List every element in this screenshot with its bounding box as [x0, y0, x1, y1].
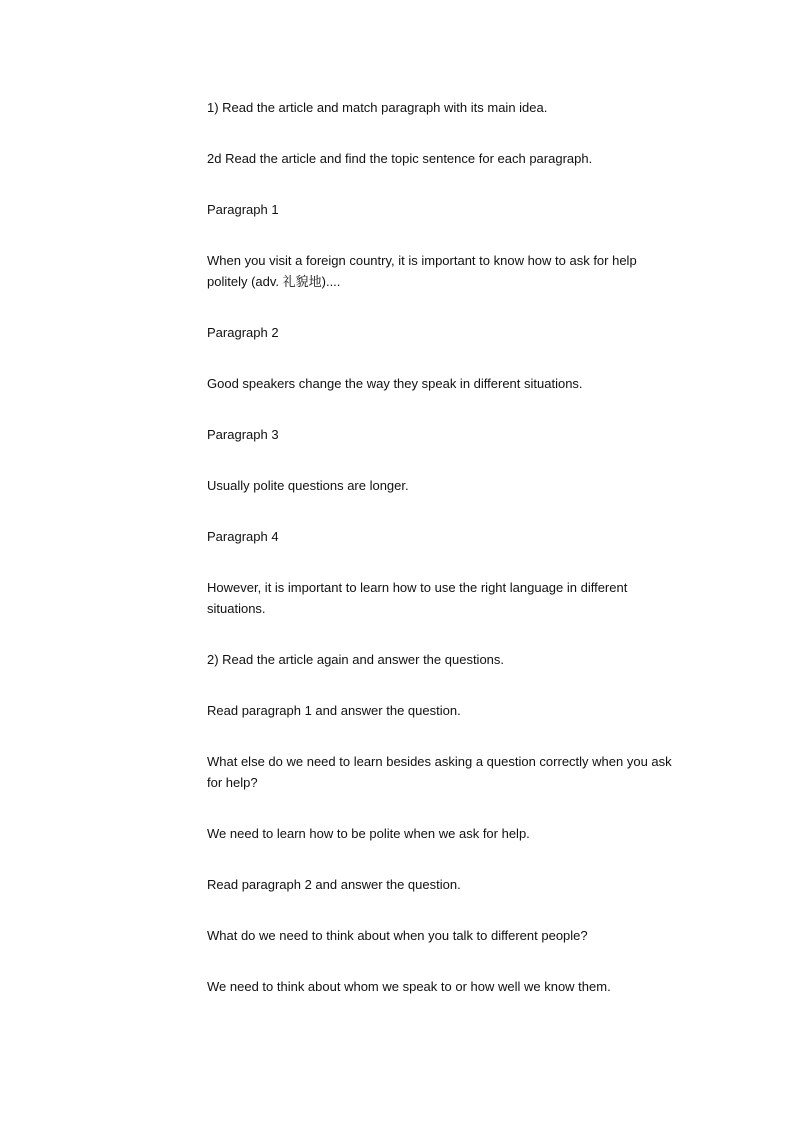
paragraph-2-label: Paragraph 2: [207, 325, 279, 340]
paragraph-3-topic-sentence: Usually polite questions are longer.: [207, 478, 409, 493]
answer-1: We need to learn how to be polite when we ask for help.: [207, 826, 530, 841]
task-1-heading: 1) Read the article and match paragraph with its main idea.: [207, 100, 548, 115]
paragraph-1-instruction: Read paragraph 1 and answer the question.: [207, 703, 461, 718]
question-2: What do we need to think about when you talk to different people?: [207, 928, 588, 943]
paragraph-2-instruction: Read paragraph 2 and answer the question.: [207, 877, 461, 892]
task-2-heading: 2) Read the article again and answer the questions.: [207, 652, 505, 667]
task-2d-heading: 2d Read the article and find the topic sentence for each paragraph.: [207, 151, 593, 166]
paragraph-4-topic-sentence: However, it is important to learn how to use the right language in different situations.: [207, 580, 628, 616]
question-1: What else do we need to learn besides asking a question correctly when you ask for help?: [207, 754, 672, 790]
answer-2: We need to think about whom we speak to or how well we know them.: [207, 979, 611, 994]
paragraph-2-topic-sentence: Good speakers change the way they speak in different situations.: [207, 376, 583, 391]
paragraph-1-topic-sentence: When you visit a foreign country, it is important to know how to ask for help politely (adv. 礼貌地)....: [207, 253, 637, 289]
document-body: [207, 97, 677, 1027]
paragraph-1-label: Paragraph 1: [207, 202, 279, 217]
paragraph-4-label: Paragraph 4: [207, 529, 279, 544]
paragraph-3-label: Paragraph 3: [207, 427, 279, 442]
